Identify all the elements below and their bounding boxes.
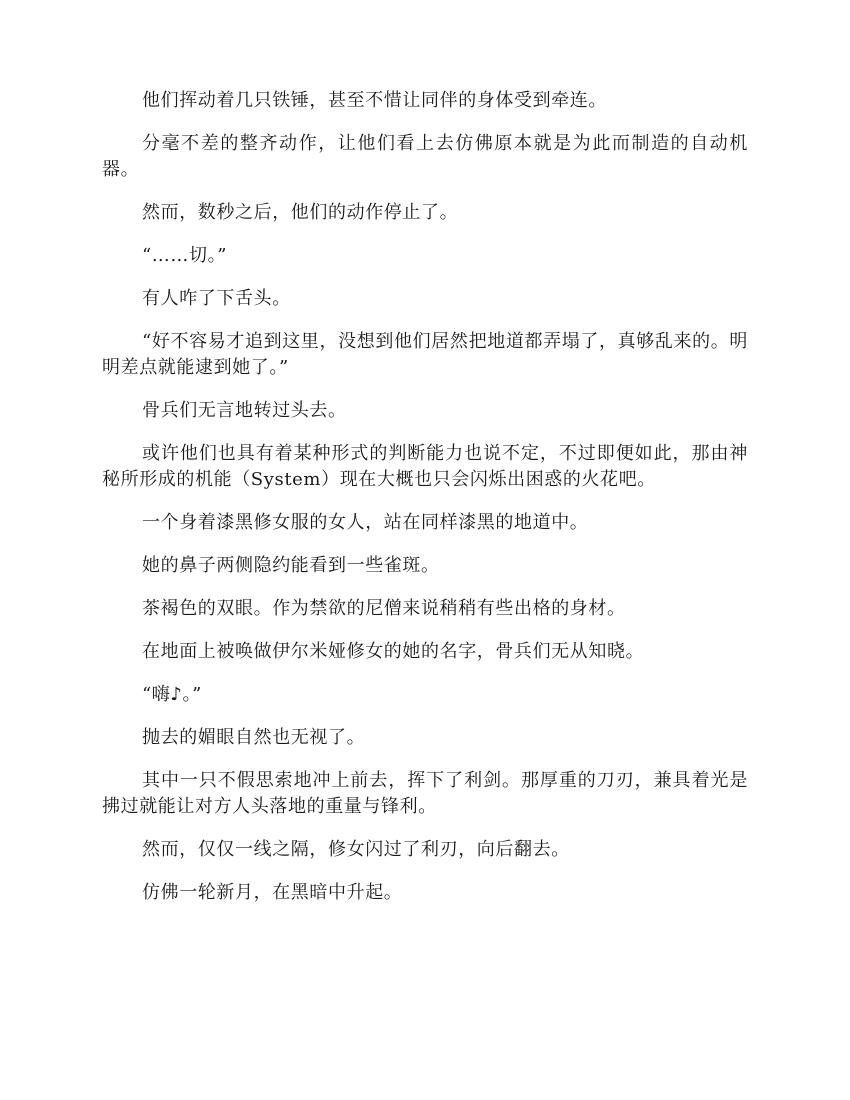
paragraph: 抛去的媚眼自然也无视了。 [142, 727, 366, 748]
paragraph: 一个身着漆黑修女服的女人，站在同样漆黑的地道中。 [142, 512, 589, 533]
paragraph: 然而，数秒之后，他们的动作停止了。 [142, 202, 459, 223]
paragraph: 然而，仅仅一线之隔，修女闪过了利刃，向后翻去。 [142, 839, 570, 860]
paragraph: 分毫不差的整齐动作，让他们看上去仿佛原本就是为此而制造的自动机器。 [102, 133, 748, 180]
paragraph: “好不容易才追到这里，没想到他们居然把地道都弄塌了，真够乱来的。明明差点就能逮到她了。” [102, 331, 748, 378]
paragraph: 她的鼻子两侧隐约能看到一些雀斑。 [142, 555, 440, 576]
paragraph: 骨兵们无言地转过头去。 [142, 400, 347, 421]
paragraph: 其中一只不假思索地冲上前去，挥下了利剑。那厚重的刀刃，兼具着光是拂过就能让对方人头落地的重量与锋利。 [102, 770, 748, 817]
paragraph: 在地面上被唤做伊尔米娅修女的她的名字，骨兵们无从知晓。 [142, 641, 645, 662]
paragraph: “……切。” [142, 245, 228, 266]
paragraph: 有人咋了下舌头。 [142, 288, 291, 309]
document-page [102, 88, 748, 923]
paragraph: 他们挥动着几只铁锤，甚至不惜让同伴的身体受到牵连。 [142, 90, 607, 111]
paragraph: 仿佛一轮新月，在黑暗中升起。 [142, 882, 403, 903]
paragraph: “嗨♪。” [142, 684, 202, 705]
paragraph: 茶褐色的双眼。作为禁欲的尼僧来说稍稍有些出格的身材。 [142, 598, 626, 619]
paragraph: 或许他们也具有着某种形式的判断能力也说不定，不过即便如此，那由神秘所形成的机能（System）现在大概也只会闪烁出困惑的火花吧。 [102, 443, 748, 490]
